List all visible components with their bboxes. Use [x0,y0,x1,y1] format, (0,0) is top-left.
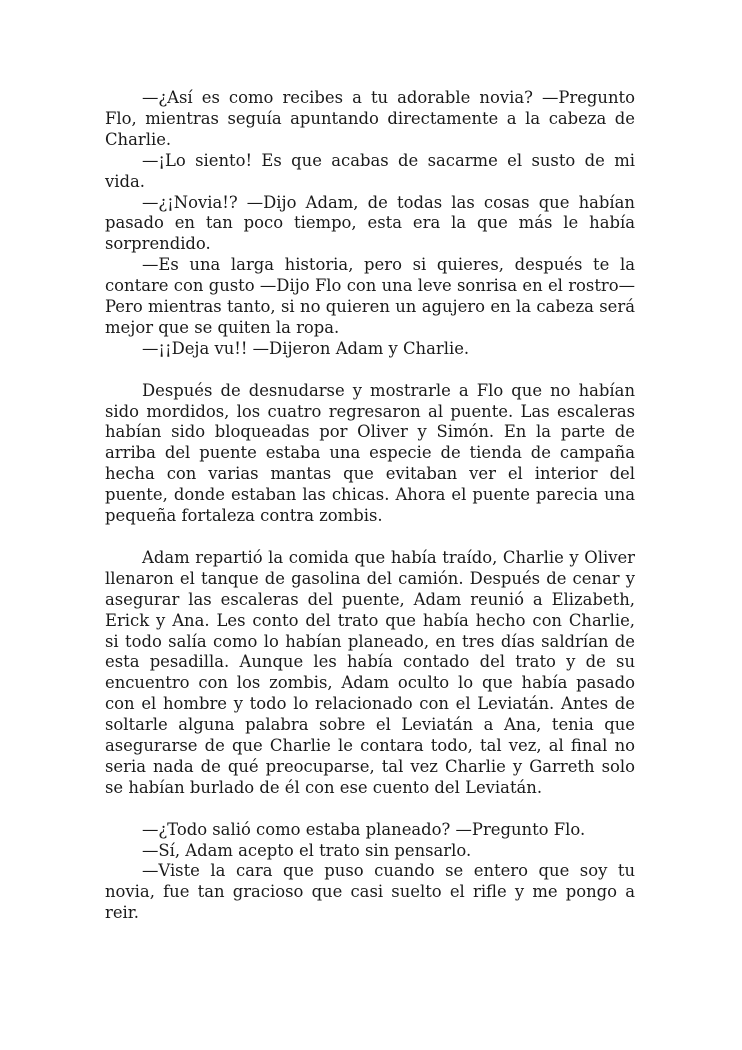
dialogue-paragraph: —¿Todo salió como estaba planeado? —Pregunto Flo. [142,819,586,839]
narrative-paragraph: Adam repartió la comida que había traído, Charlie y Oliver llenaron el tanque de gasolina del camión. Después de cenar y asegurar las escaleras del puente, Adam reunió a Elizabeth, Erick y Ana. Les conto del trato que había hecho con Charlie, si todo salía como lo habían planeado, en tres días saldrían de esta pesadilla. Aunque les había contado del trato y de su encuentro con los zombis, Adam oculto lo que había pasado con el hombre y todo lo relacionado con el Leviatán. Antes de soltarle alguna palabra sobre el Leviatán a Ana, tenia que asegurarse de que Charlie le contara todo, tal vez, al final no seria nada de qué preocuparse, tal vez Charlie y Garreth solo se habían burlado de él con ese cuento del Leviatán. [105,547,635,797]
dialogue-paragraph: —Sí, Adam acepto el trato sin pensarlo. [142,840,472,860]
dialogue-paragraph: —¡Lo siento! Es que acabas de sacarme el susto de mi vida. [105,150,635,191]
dialogue-paragraph: —Es una larga historia, pero si quieres, después te la contare con gusto —Dijo Flo con una leve sonrisa en el rostro— Pero mientras tanto, si no quieren un agujero en la cabeza será mejor que se quiten la ropa. [105,255,635,337]
narrative-paragraph: Después de desnudarse y mostrarle a Flo que no habían sido mordidos, los cuatro regresaron al puente. Las escaleras habían sido bloqueadas por Oliver y Simón. En la parte de arriba del puente estaba una especie de tienda de campaña hecha con varias mantas que evitaban ver el interior del puente, donde estaban las chicas. Ahora el puente parecia una pequeña fortaleza contra zombis. [105,380,635,526]
dialogue-paragraph: —Viste la cara que puso cuando se entero que soy tu novia, fue tan gracioso que casi suelto el rifle y me pongo a reir. [105,861,635,923]
paragraph-spacer [105,799,635,820]
dialogue-paragraph: —¿Así es como recibes a tu adorable novia? —Pregunto Flo, mientras seguía apuntando directamente a la cabeza de Charlie. [105,88,635,149]
page-body [105,88,635,924]
dialogue-paragraph: —¡¡Deja vu!! —Dijeron Adam y Charlie. [142,338,470,358]
dialogue-paragraph: —¿¡Novia!? —Dijo Adam, de todas las cosas que habían pasado en tan poco tiempo, esta era la que más le había sorprendido. [105,192,635,254]
paragraph-spacer [105,360,635,381]
paragraph-spacer [105,527,635,548]
